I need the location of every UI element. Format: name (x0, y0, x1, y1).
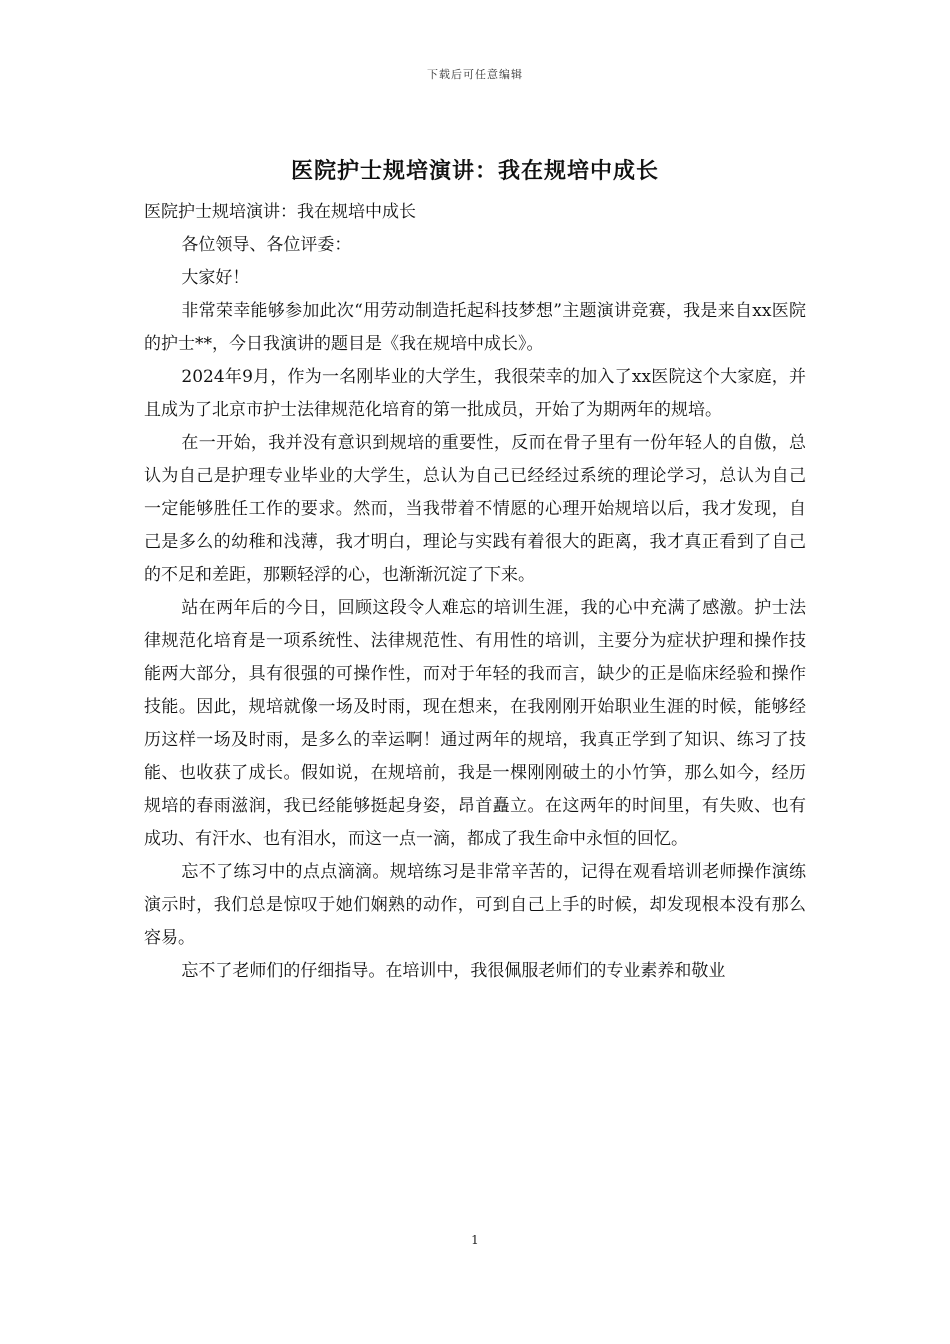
paragraph-2: 2024年9月，作为一名刚毕业的大学生，我很荣幸的加入了xx医院这个大家庭，并且成为了北京市护士法律规范化培育的第一批成员，开始了为期两年的规培。 (144, 367, 806, 420)
paragraph-1: 非常荣幸能够参加此次“用劳动制造托起科技梦想”主题演讲竞赛，我是来自xx医院的护士**，今日我演讲的题目是《我在规培中成长》。 (144, 301, 806, 354)
paragraph-3: 在一开始，我并没有意识到规培的重要性，反而在骨子里有一份年轻人的自傲，总认为自己是护理专业毕业的大学生，总认为自己已经经过系统的理论学习，总认为自己一定能够胜任工作的要求。然而，当我带着不情愿的心理开始规培以后，我才发现，自己是多么的幼稚和浅薄，我才明白，理论与实践有着很大的距离，我才真正看到了自己的不足和差距，那颗轻浮的心，也渐渐沉淀了下来。 (144, 433, 806, 585)
paragraph-5: 忘不了练习中的点点滴滴。规培练习是非常辛苦的，记得在观看培训老师操作演练演示时，我们总是惊叹于她们娴熟的动作，可到自己上手的时候，却发现根本没有那么容易。 (144, 862, 806, 948)
greeting: 各位领导、各位评委： (181, 235, 352, 255)
hello: 大家好！ (181, 268, 250, 288)
document-title: 医院护士规培演讲：我在规培中成长 (290, 158, 659, 184)
document-subtitle: 医院护士规培演讲：我在规培中成长 (144, 202, 416, 222)
page-number: 1 (471, 1233, 479, 1247)
header-note: 下载后可任意编辑 (427, 68, 523, 81)
paragraph-6: 忘不了老师们的仔细指导。在培训中，我很佩服老师们的专业素养和敬业 (181, 961, 726, 981)
paragraph-4: 站在两年后的今日，回顾这段令人难忘的培训生涯，我的心中充满了感激。护士法律规范化培育是一项系统性、法律规范性、有用性的培训，主要分为症状护理和操作技能两大部分，具有很强的可操作性，而对于年轻的我而言，缺少的正是临床经验和操作技能。因此，规培就像一场及时雨，现在想来，在我刚刚开始职业生涯的时候，能够经历这样一场及时雨，是多么的幸运啊！通过两年的规培，我真正学到了知识、练习了技能、也收获了成长。假如说，在规培前，我是一棵刚刚破土的小竹笋，那么如今，经历规培的春雨滋润，我已经能够挺起身姿，昂首矗立。在这两年的时间里，有失败、也有成功、有汗水、也有泪水，而这一点一滴，都成了我生命中永恒的回忆。 (144, 598, 806, 849)
document-body (144, 196, 806, 988)
